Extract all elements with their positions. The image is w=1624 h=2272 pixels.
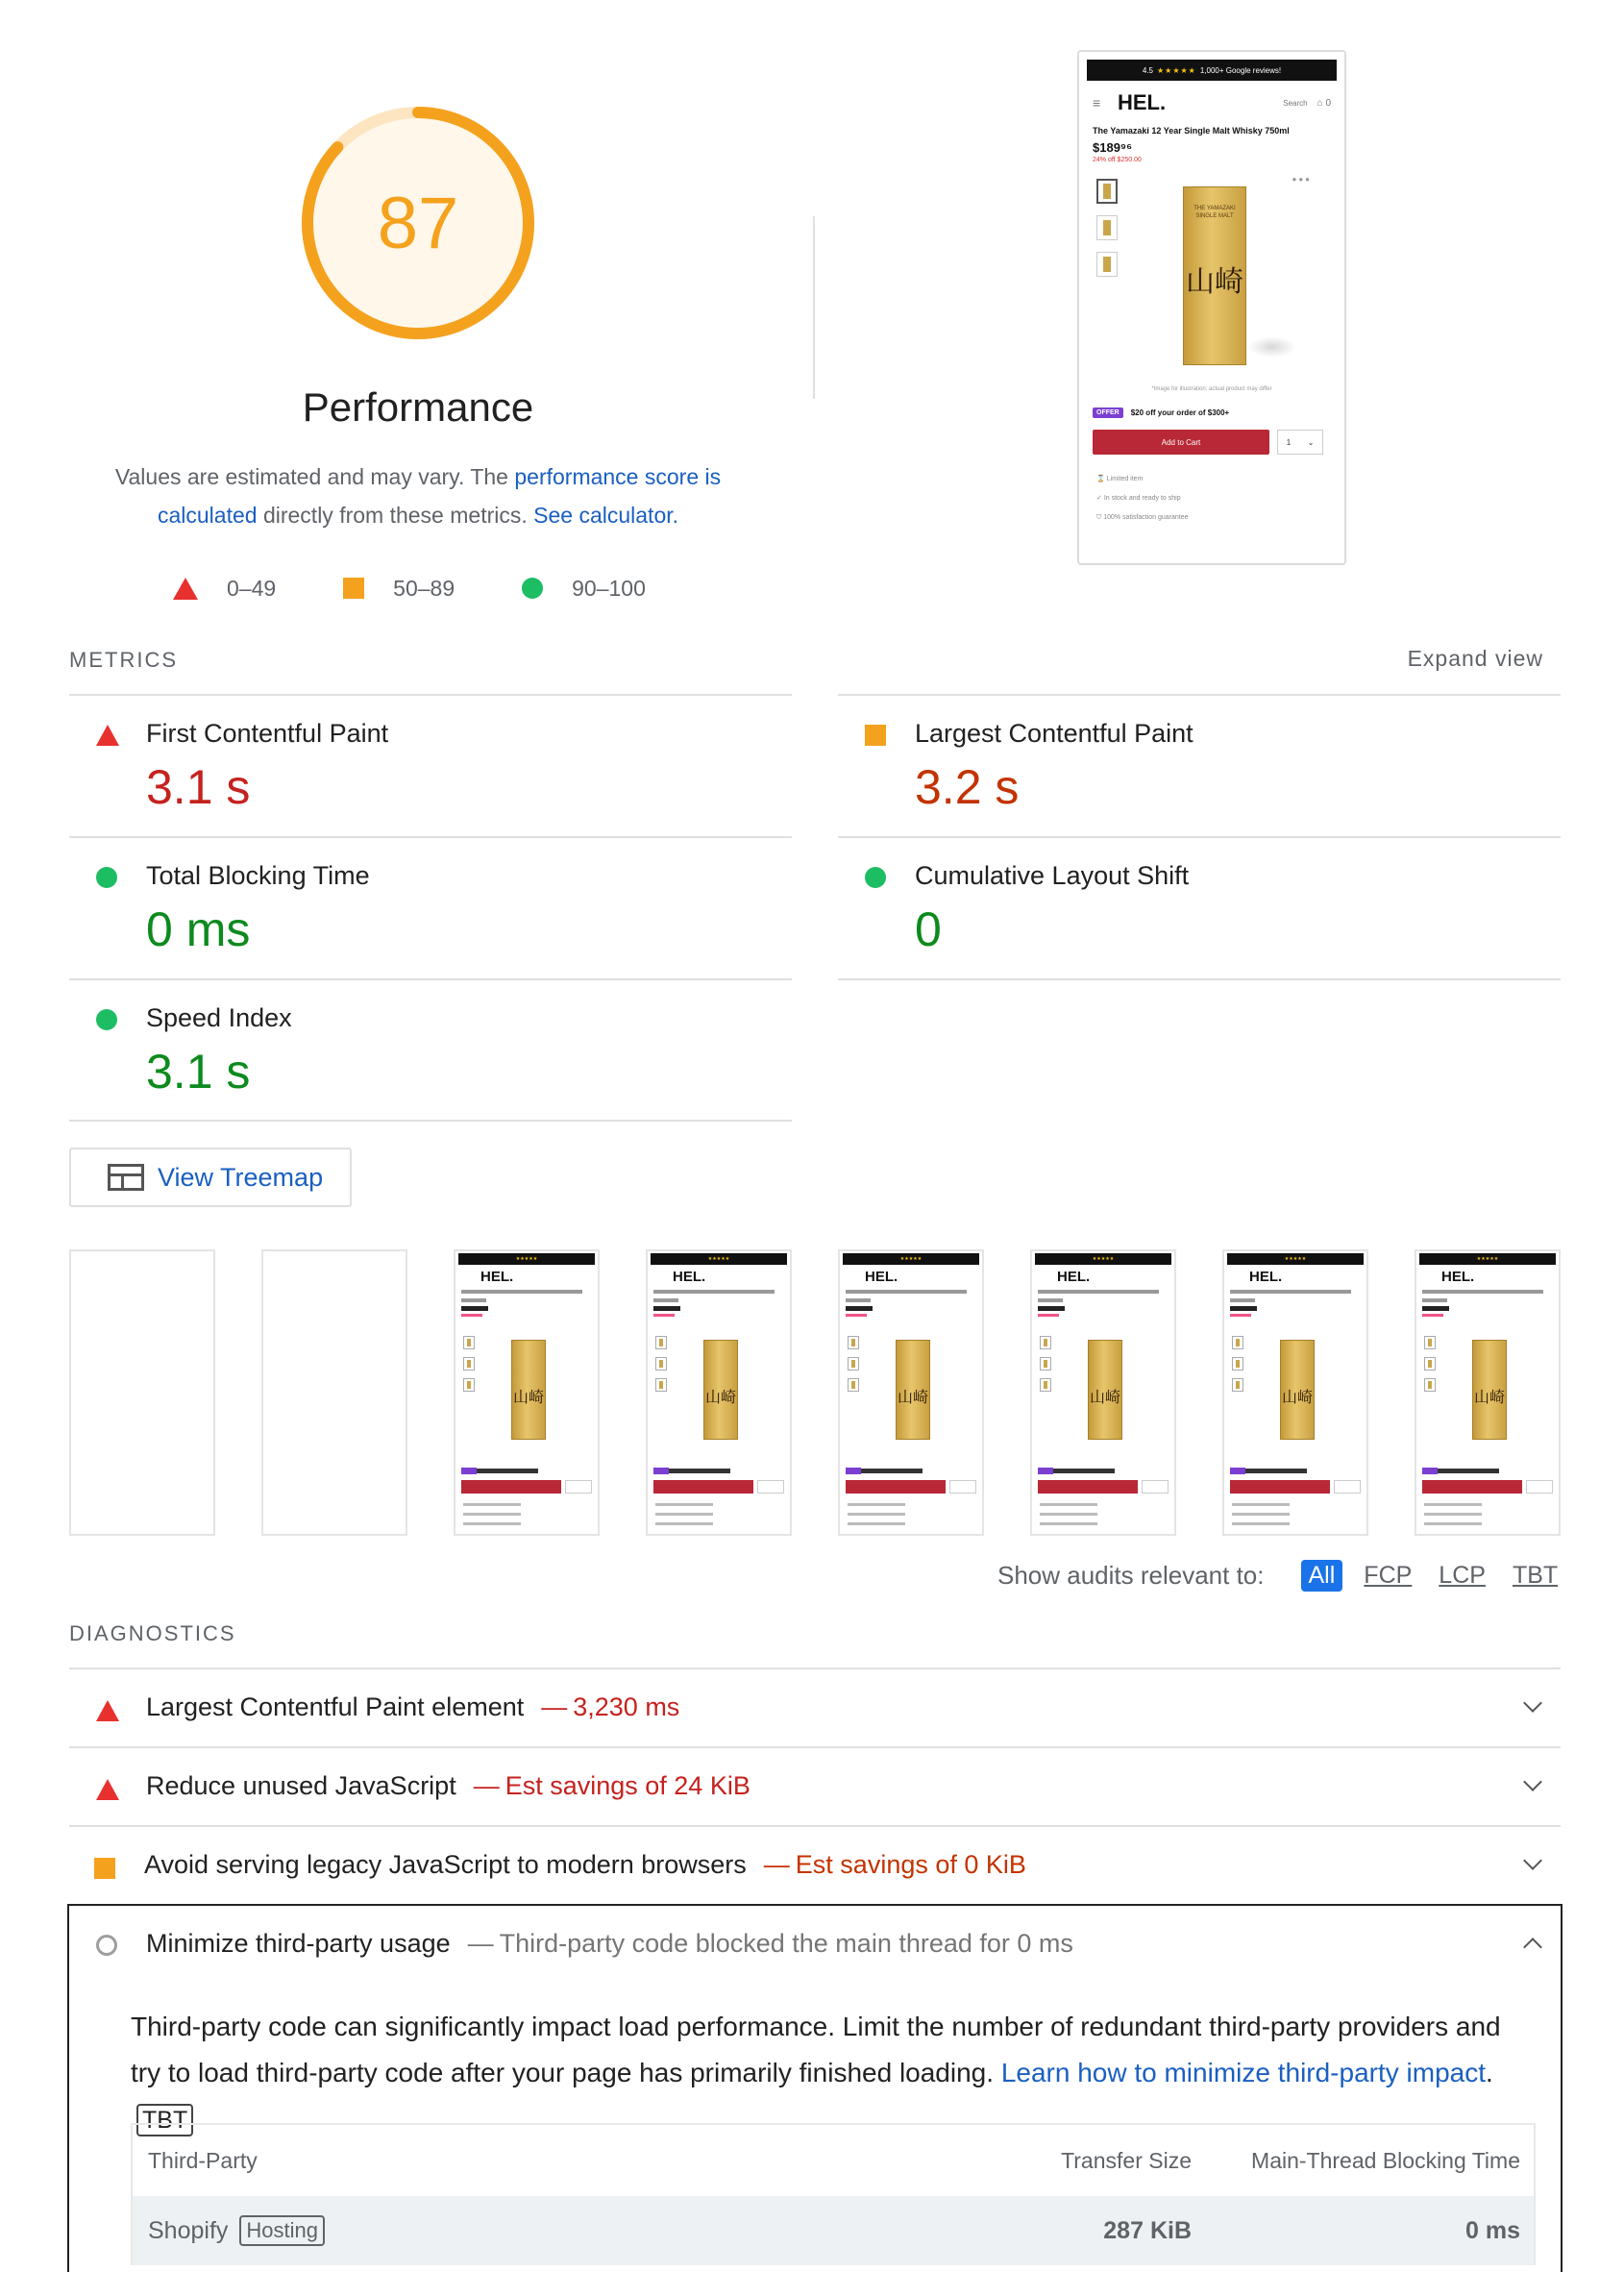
view-treemap-button[interactable] xyxy=(69,1148,352,1207)
frame-discount xyxy=(1038,1314,1059,1317)
audit-description: Third-party code can significantly impact load performance. Limit the number of redundant third-party providers and try to load third-party code after your page has primarily finished loading. Learn how to minimize third-party impact.TBT xyxy=(131,2004,1534,2142)
pass-circle-icon xyxy=(522,578,543,599)
frame-discount xyxy=(1230,1314,1251,1317)
search-label: Search xyxy=(1283,98,1308,108)
filmstrip-frame xyxy=(1222,1249,1368,1536)
metric-title: Speed Index xyxy=(146,1003,292,1032)
metric-title: Largest Contentful Paint xyxy=(915,719,1193,748)
frame-qty xyxy=(1526,1480,1553,1494)
final-screenshot[interactable] xyxy=(1077,50,1346,565)
legend-pass-label: 90–100 xyxy=(572,575,646,601)
thumbnail xyxy=(1096,252,1118,277)
audit-third-party-expanded xyxy=(67,1904,1562,2272)
thumbnail-list xyxy=(1096,179,1118,288)
learn-more-link[interactable]: Learn how to minimize third-party impact xyxy=(1000,2058,1487,2087)
image-note: *Image for illustration; actual product may differ xyxy=(1151,386,1272,392)
audit-title: Largest Contentful Paint element xyxy=(146,1692,525,1721)
legend-average-label: 50–89 xyxy=(393,575,455,601)
frame-banner: ★★★★★ xyxy=(1227,1253,1364,1265)
metrics-section-label: METRICS xyxy=(69,648,178,672)
product-price: $189⁹⁶ xyxy=(1093,140,1133,155)
frame-price xyxy=(1230,1306,1257,1311)
frame-text-line xyxy=(653,1290,775,1294)
frame-offer xyxy=(1422,1469,1499,1473)
frame-info xyxy=(1232,1503,1290,1532)
frame-logo: HEL. xyxy=(1249,1269,1283,1285)
legend-pass xyxy=(522,576,646,602)
metric-title: First Contentful Paint xyxy=(146,719,389,748)
thumbnail xyxy=(1096,179,1118,204)
offer-tag: OFFER xyxy=(1093,407,1123,418)
score-calculated-link[interactable]: performance score is calculated xyxy=(157,464,722,528)
metrics-divider xyxy=(838,978,1561,980)
metric-title: Cumulative Layout Shift xyxy=(915,861,1190,890)
audit-third-party-summary[interactable]: Minimize third-party usage — Third-party code blocked the main thread for 0 ms xyxy=(69,1906,1561,1985)
carousel-dots-icon: ●●● xyxy=(1292,175,1312,184)
diagnostics-section-label: DIAGNOSTICS xyxy=(69,1621,236,1645)
frame-offer xyxy=(846,1469,923,1473)
frame-text-line xyxy=(461,1290,582,1294)
frame-price xyxy=(1422,1306,1449,1311)
shop-header xyxy=(1079,81,1344,125)
bag-count: 0 xyxy=(1325,97,1331,109)
frame-thumbnails xyxy=(1424,1336,1436,1399)
audit-display-value: Third-party code blocked the main thread for 0 ms xyxy=(499,1929,1073,1958)
frame-offer xyxy=(1038,1469,1115,1473)
expand-view-toggle[interactable]: Expand view xyxy=(1407,646,1543,671)
audit-title: Reduce unused JavaScript xyxy=(146,1771,456,1800)
frame-cart-button xyxy=(653,1480,753,1494)
metric-value: 3.1 s xyxy=(146,1045,251,1099)
frame-info xyxy=(463,1503,521,1532)
metric-fcp xyxy=(69,694,792,836)
frame-cart-button xyxy=(1422,1480,1522,1494)
pass-circle-icon xyxy=(96,1009,117,1030)
audit-display-value: Est savings of 24 KiB xyxy=(504,1771,750,1800)
frame-thumbnails xyxy=(655,1336,667,1399)
frame-kanji: 山崎 xyxy=(704,1388,736,1406)
frame-kanji: 山崎 xyxy=(897,1388,928,1406)
frame-cart-button xyxy=(461,1480,561,1494)
cart-row xyxy=(1079,418,1344,455)
box-brand: THE YAMAZAKI SINGLE MALT xyxy=(1193,206,1236,219)
audit-display-value: Est savings of 0 KiB xyxy=(795,1850,1026,1879)
frame-text-line xyxy=(846,1298,871,1302)
audit-display-value: 3,230 ms xyxy=(573,1692,680,1721)
metric-value: 0 ms xyxy=(146,902,251,956)
metric-si xyxy=(69,978,792,1121)
filter-label: Show audits relevant to: xyxy=(997,1560,1265,1590)
transfer-size-value: 287 KiB xyxy=(1103,2216,1192,2244)
filmstrip-frame-blank xyxy=(261,1249,407,1536)
frame-thumbnails xyxy=(1232,1336,1243,1399)
frame-logo: HEL. xyxy=(1057,1269,1091,1285)
metric-title: Total Blocking Time xyxy=(146,861,370,890)
score-legend xyxy=(173,569,713,607)
filter-chip-all[interactable]: All xyxy=(1301,1560,1343,1592)
filmstrip-frame xyxy=(454,1249,600,1536)
table-header xyxy=(133,2125,1534,2196)
frame-logo: HEL. xyxy=(865,1269,898,1285)
frame-banner: ★★★★★ xyxy=(651,1253,787,1265)
frame-discount xyxy=(461,1314,482,1317)
frame-offer xyxy=(461,1469,538,1473)
frame-cart-button xyxy=(1038,1480,1138,1494)
filter-chip-lcp[interactable]: LCP xyxy=(1439,1561,1486,1589)
chevron-up-icon[interactable] xyxy=(1523,1938,1542,1957)
thumbnail xyxy=(1096,215,1118,240)
col-blocking-time: Main-Thread Blocking Time xyxy=(1251,2147,1520,2173)
filmstrip-frame xyxy=(646,1249,792,1536)
frame-kanji: 山崎 xyxy=(1089,1388,1120,1406)
frame-offer xyxy=(653,1469,730,1473)
frame-kanji: 山崎 xyxy=(512,1388,544,1406)
fail-triangle-icon xyxy=(96,1700,119,1721)
whisky-box-image xyxy=(1183,186,1246,365)
audit-lcp-element[interactable]: Largest Contentful Paint element — 3,230 ms xyxy=(69,1667,1561,1746)
average-square-icon xyxy=(865,725,886,746)
metric-value: 0 xyxy=(915,902,942,956)
pass-circle-icon xyxy=(865,867,886,888)
chevron-down-icon[interactable] xyxy=(1523,1693,1542,1713)
offer-line xyxy=(1079,392,1344,418)
frame-qty xyxy=(1142,1480,1169,1494)
frame-text-line xyxy=(1038,1298,1063,1302)
product-gallery xyxy=(1079,173,1344,386)
frame-text-line xyxy=(1038,1290,1159,1294)
chevron-down-icon[interactable] xyxy=(1523,1772,1542,1791)
entity-name: Shopify xyxy=(148,2216,229,2244)
review-banner xyxy=(1087,60,1337,81)
frame-qty xyxy=(1334,1480,1361,1494)
desc-middle: directly from these metrics. xyxy=(257,503,534,528)
chevron-down-icon[interactable] xyxy=(1523,1851,1542,1870)
menu-icon: ≡ xyxy=(1093,95,1101,111)
box-shadow xyxy=(1248,336,1296,358)
info-stock: ✓ In stock and ready to ship xyxy=(1096,495,1181,502)
filmstrip-frame-blank xyxy=(69,1249,215,1536)
frame-text-line xyxy=(461,1298,486,1302)
qty-value: 1 xyxy=(1286,437,1292,447)
frame-info xyxy=(1424,1503,1482,1532)
legend-fail-label: 0–49 xyxy=(227,575,277,601)
see-calculator-link[interactable]: See calculator. xyxy=(533,503,679,528)
bag-icon: ⌂ 0 xyxy=(1316,97,1331,109)
desc-text: Third-party code can significantly impact load performance. Limit the number of redundant third-party providers and try to load third-party code after your page has primarily finished loading. xyxy=(131,2012,1501,2087)
frame-text-line xyxy=(653,1298,678,1302)
filter-chip-tbt[interactable]: TBT xyxy=(1512,1561,1559,1589)
frame-price xyxy=(653,1306,680,1311)
frame-price xyxy=(461,1306,488,1311)
frame-whisky-box xyxy=(896,1340,930,1440)
product-title: The Yamazaki 12 Year Single Malt Whisky 750ml xyxy=(1093,126,1290,136)
filter-chip-fcp[interactable]: FCP xyxy=(1364,1561,1413,1589)
frame-info xyxy=(1040,1503,1097,1532)
average-square-icon xyxy=(343,578,364,599)
banner-rating: 4.5 xyxy=(1142,65,1153,75)
frame-info xyxy=(848,1503,905,1532)
chevron-down-icon: ⌄ xyxy=(1307,437,1315,447)
frame-text-line xyxy=(846,1290,967,1294)
frame-thumbnails xyxy=(848,1336,859,1399)
filmstrip-frame xyxy=(838,1249,984,1536)
filmstrip-frame xyxy=(1415,1249,1561,1536)
quantity-select xyxy=(1277,430,1323,455)
metric-tbt xyxy=(69,836,792,978)
frame-text-line xyxy=(1422,1290,1543,1294)
audit-filter xyxy=(997,1557,1563,1593)
frame-offer xyxy=(1230,1469,1307,1473)
frame-discount xyxy=(1422,1314,1443,1317)
average-square-icon xyxy=(94,1858,115,1879)
info-guarantee: ⛉ 100% satisfaction guarantee xyxy=(1096,514,1189,521)
frame-discount xyxy=(653,1314,675,1317)
desc-prefix: Values are estimated and may vary. The xyxy=(114,464,515,489)
frame-qty xyxy=(949,1480,976,1494)
legend-average xyxy=(343,576,455,602)
metric-value: 3.1 s xyxy=(146,760,251,814)
add-to-cart-button: Add to Cart xyxy=(1093,430,1269,455)
pass-circle-icon xyxy=(96,867,117,888)
table-row[interactable] xyxy=(133,2196,1534,2265)
frame-text-line xyxy=(1422,1298,1447,1302)
frame-kanji: 山崎 xyxy=(1281,1388,1313,1406)
frame-info xyxy=(655,1503,713,1532)
metrics-divider xyxy=(69,1120,792,1122)
treemap-label: View Treemap xyxy=(158,1162,324,1192)
frame-whisky-box xyxy=(703,1340,738,1440)
frame-cart-button xyxy=(846,1480,946,1494)
audit-legacy-javascript[interactable]: Avoid serving legacy JavaScript to modern browsers — Est savings of 0 KiB xyxy=(69,1825,1561,1904)
vertical-divider xyxy=(813,216,815,399)
frame-banner: ★★★★★ xyxy=(843,1253,979,1265)
tbt-badge: TBT xyxy=(136,2104,193,2136)
frame-whisky-box xyxy=(511,1340,546,1440)
frame-cart-button xyxy=(1230,1480,1330,1494)
product-info-list xyxy=(1079,455,1344,528)
frame-thumbnails xyxy=(1040,1336,1051,1399)
informative-circle-icon xyxy=(96,1935,117,1956)
performance-score: 87 xyxy=(377,182,459,264)
product-discount: 24% off $250.00 xyxy=(1093,157,1142,163)
frame-whisky-box xyxy=(1472,1340,1507,1440)
star-icons: ★★★★★ xyxy=(1156,65,1196,75)
fail-triangle-icon xyxy=(96,1779,119,1800)
banner-text: 1,000+ Google reviews! xyxy=(1199,65,1282,75)
col-transfer-size: Transfer Size xyxy=(1061,2147,1192,2173)
col-third-party: Third-Party xyxy=(148,2147,258,2173)
treemap-icon xyxy=(108,1164,144,1191)
frame-text-line xyxy=(1230,1298,1255,1302)
frame-banner: ★★★★★ xyxy=(1419,1253,1556,1265)
audit-unused-javascript[interactable]: Reduce unused JavaScript — Est savings of 24 KiB xyxy=(69,1746,1561,1825)
frame-logo: HEL. xyxy=(480,1269,514,1285)
gauge-description xyxy=(86,457,750,534)
third-party-table xyxy=(131,2123,1536,2265)
frame-logo: HEL. xyxy=(673,1269,706,1285)
frame-banner: ★★★★★ xyxy=(1035,1253,1171,1265)
offer-text: $20 off your order of $300+ xyxy=(1130,408,1230,417)
metric-value: 3.2 s xyxy=(915,760,1020,814)
frame-qty xyxy=(757,1480,784,1494)
frame-banner: ★★★★★ xyxy=(458,1253,595,1265)
frame-discount xyxy=(846,1314,867,1317)
frame-whisky-box xyxy=(1280,1340,1315,1440)
frame-thumbnails xyxy=(463,1336,475,1399)
entity-tag: Hosting xyxy=(239,2215,325,2246)
frame-logo: HEL. xyxy=(1441,1269,1475,1285)
frame-kanji: 山崎 xyxy=(1473,1388,1505,1406)
frame-price xyxy=(1038,1306,1065,1311)
fail-triangle-icon xyxy=(173,578,198,600)
filmstrip-frame xyxy=(1030,1249,1176,1536)
fail-triangle-icon xyxy=(96,725,119,746)
box-kanji: 山崎 xyxy=(1186,265,1243,299)
blocking-time-value: 0 ms xyxy=(1465,2216,1520,2244)
audit-title: Minimize third-party usage xyxy=(146,1929,451,1958)
legend-fail xyxy=(173,576,276,602)
metric-lcp xyxy=(838,694,1561,836)
metric-cls xyxy=(838,836,1561,978)
shop-logo: HEL. xyxy=(1118,90,1167,114)
frame-text-line xyxy=(1230,1290,1351,1294)
audit-title: Avoid serving legacy JavaScript to modern browsers xyxy=(144,1850,747,1879)
frame-whisky-box xyxy=(1088,1340,1122,1440)
info-limited: ⌛ Limited item xyxy=(1096,476,1144,482)
frame-price xyxy=(846,1306,873,1311)
gauge-title: Performance xyxy=(302,384,534,430)
frame-qty xyxy=(565,1480,592,1494)
